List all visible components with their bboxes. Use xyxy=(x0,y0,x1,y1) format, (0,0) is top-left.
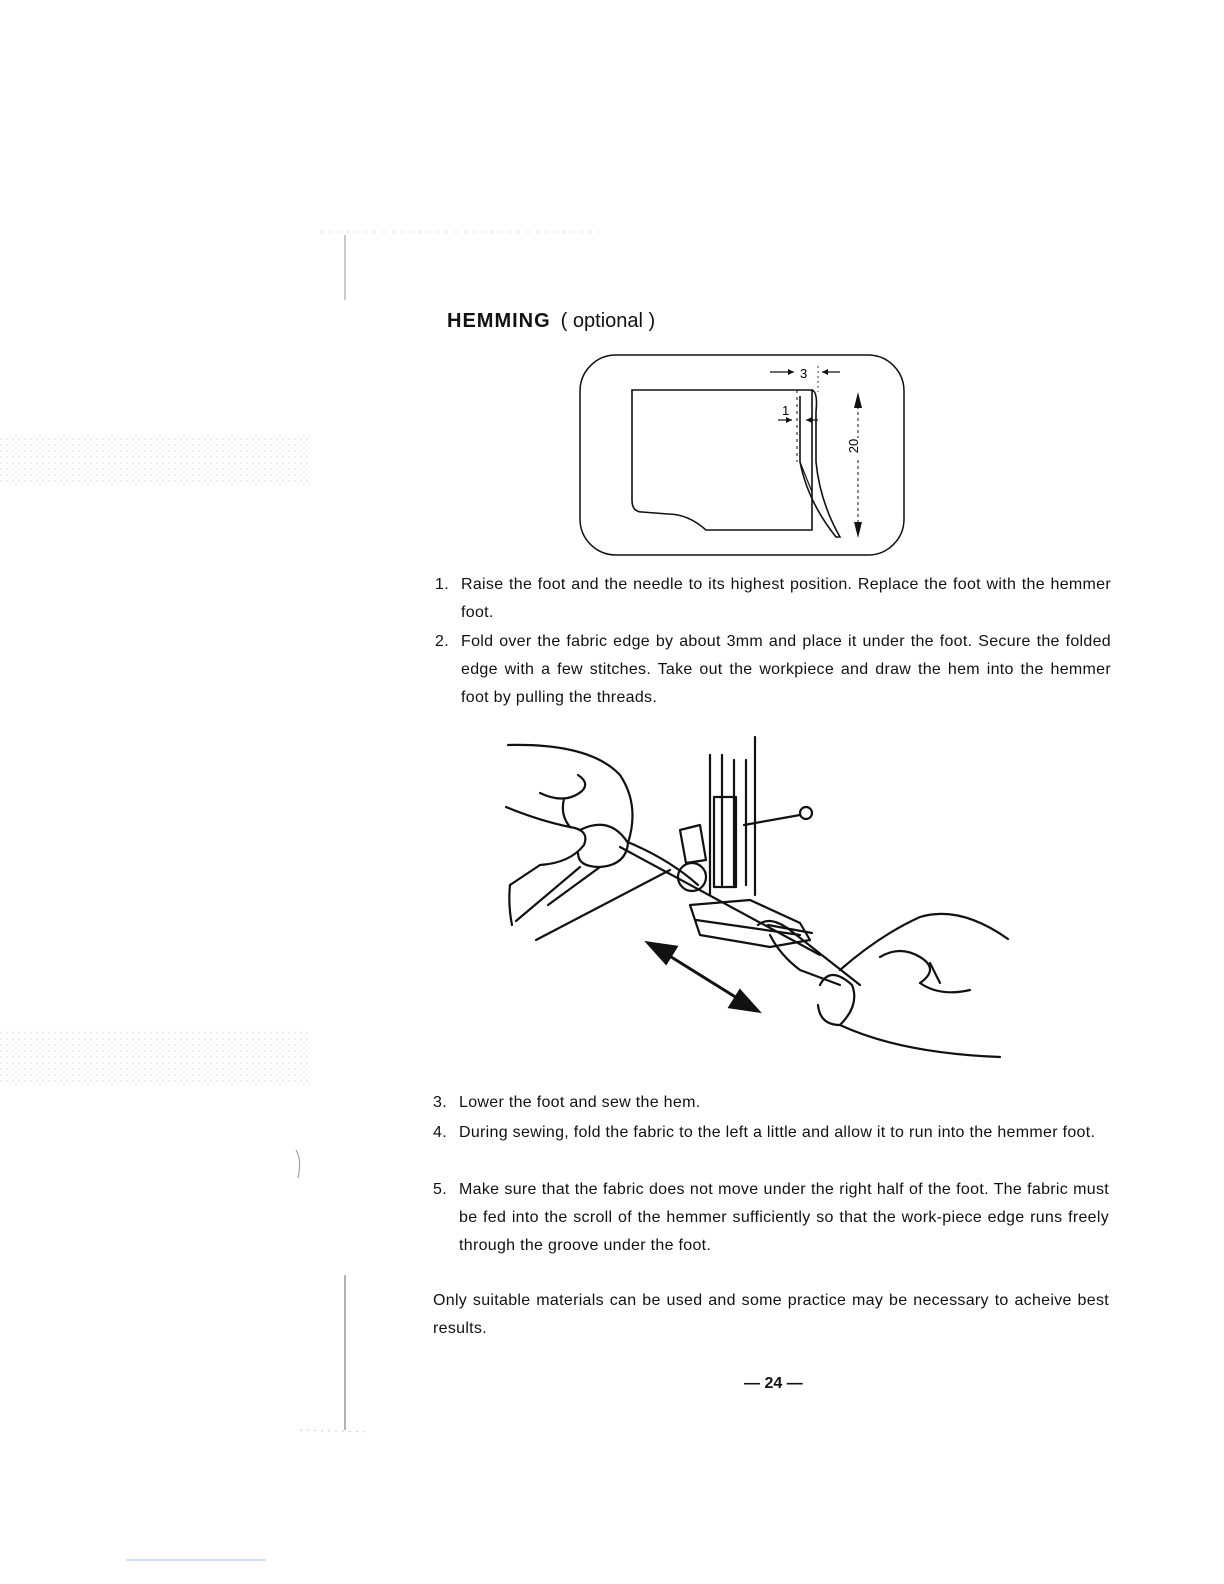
step-4-text: During sewing, fold the fabric to the left a little and allow it to run into the hemmer foot. xyxy=(459,1124,1096,1141)
dim-length-label: 20 xyxy=(846,438,861,454)
step-2-text: Fold over the fabric edge by about 3mm and place it under the foot. Secure the folded edge with a few stitches. Take out the workpiece and draw the hem into the hemmer foot by pulling the threads. xyxy=(461,633,1111,706)
hem-diagram xyxy=(578,352,908,562)
step-3-text: Lower the foot and sew the hem. xyxy=(459,1094,701,1111)
step-2 xyxy=(435,628,1111,712)
step-1-text: Raise the foot and the needle to its highest position. Replace the foot with the hemmer foot. xyxy=(461,576,1111,621)
heading-subtitle: ( optional ) xyxy=(560,310,656,332)
step-2-number: 2. xyxy=(435,633,449,650)
step-5-number: 5. xyxy=(433,1181,447,1198)
sewing-illustration xyxy=(500,735,1010,1065)
step-3-number: 3. xyxy=(433,1094,447,1111)
step-1-number: 1. xyxy=(435,576,449,593)
step-3 xyxy=(433,1089,1109,1117)
step-4-number: 4. xyxy=(433,1124,447,1141)
step-5 xyxy=(433,1176,1109,1260)
section-heading xyxy=(447,310,655,333)
dim-fold-label: 1 xyxy=(782,403,790,418)
dim-width-label: 3 xyxy=(800,366,808,381)
step-5-text: Make sure that the fabric does not move under the right half of the foot. The fabric must be fed into the scroll of the hemmer sufficiently so that the work-piece edge runs freely through the groove under the foot. xyxy=(459,1181,1109,1254)
note-paragraph: Only suitable materials can be used and some practice may be necessary to acheive best results. xyxy=(433,1292,1109,1337)
heading-title: HEMMING xyxy=(447,310,551,332)
page-number: — 24 — xyxy=(744,1375,803,1392)
step-4 xyxy=(433,1119,1109,1147)
step-1 xyxy=(435,571,1111,627)
